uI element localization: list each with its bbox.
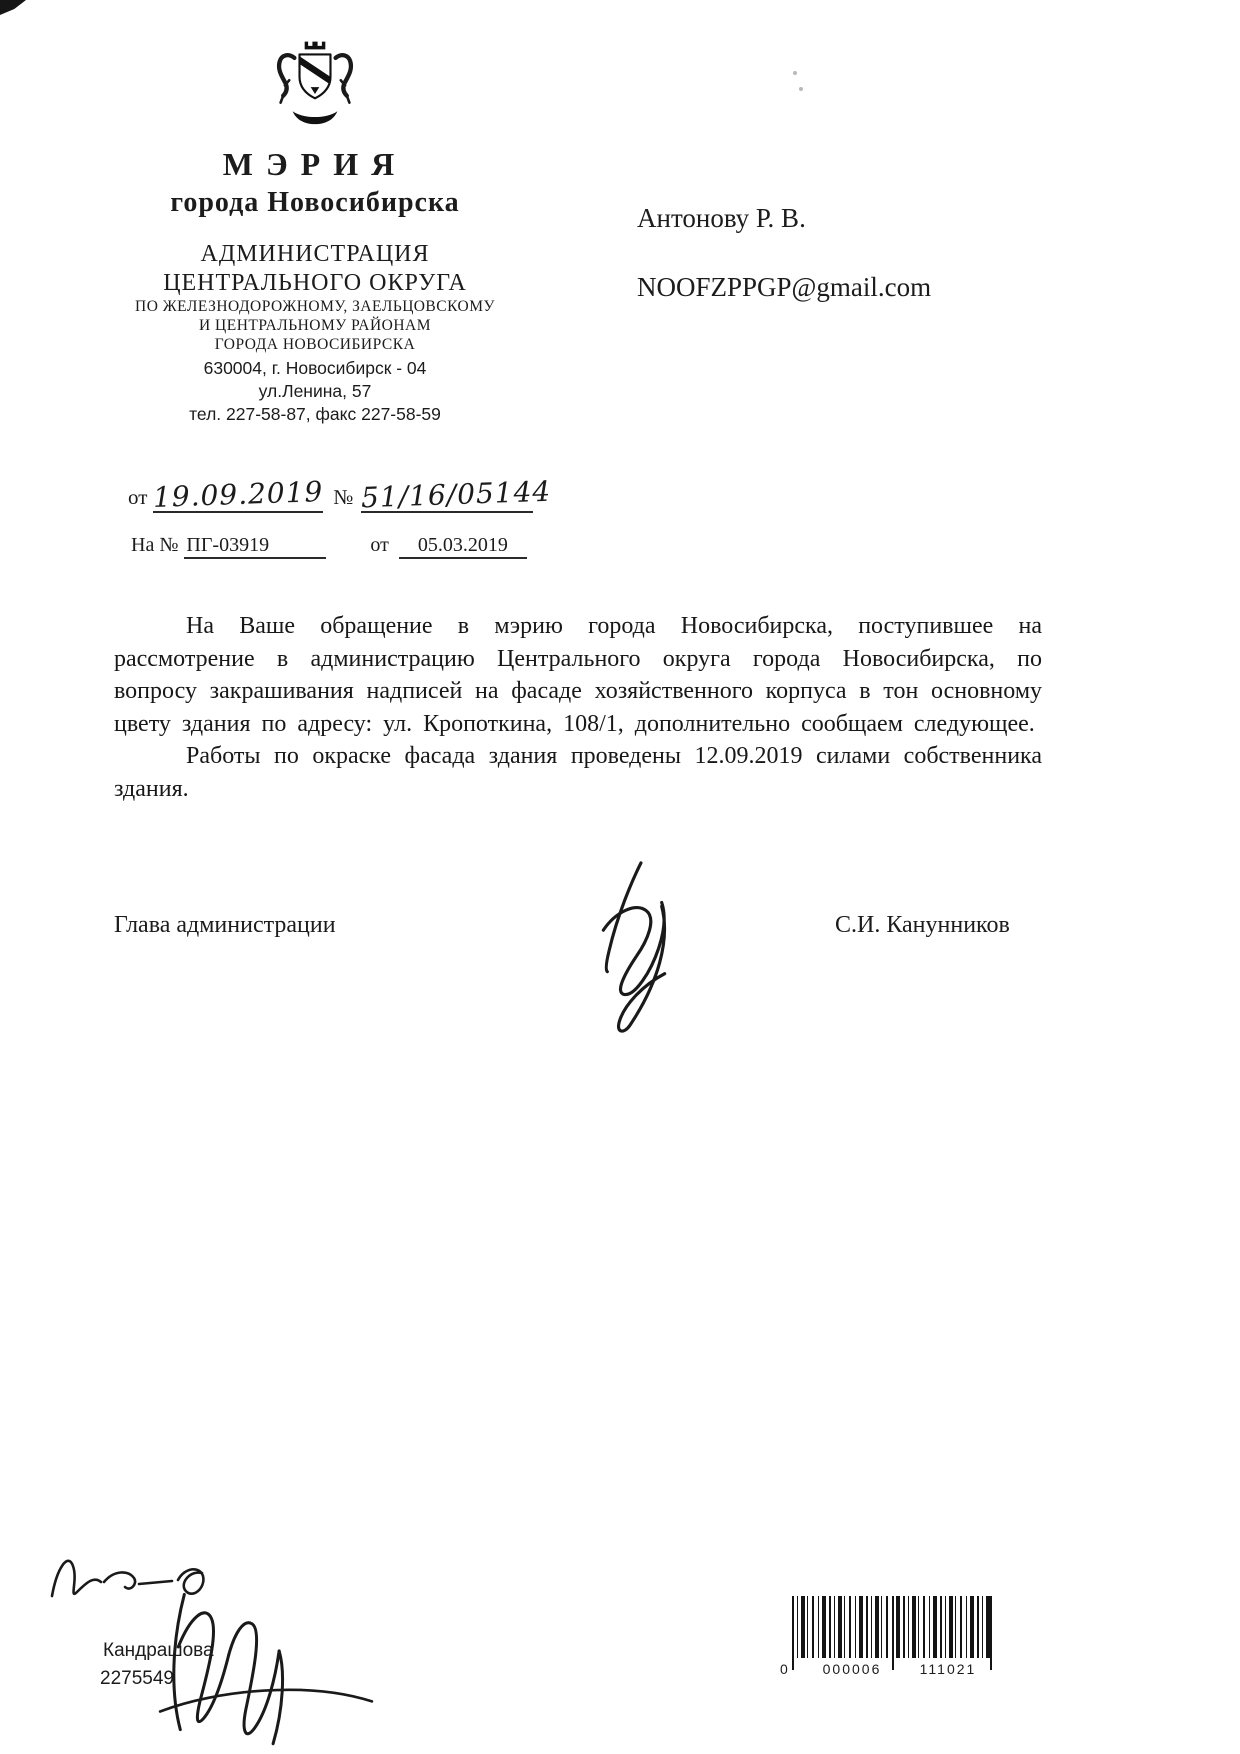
sender-org-line1: МЭРИЯ (222, 146, 408, 182)
outgoing-number-handwritten: 51/16/05144 (360, 474, 553, 515)
sender-districts-line1: ПО ЖЕЛЕЗНОДОРОЖНОМУ, ЗАЕЛЬЦОВСКОМУ (135, 298, 495, 315)
scan-corner-artifact (0, 0, 26, 15)
sender-street-address: ул.Ленина, 57 (258, 381, 372, 401)
barcode-guard-right (990, 1596, 992, 1670)
executor-name: Кандрашова (103, 1640, 214, 1661)
sender-districts-line3: ГОРОДА НОВОСИБИРСКА (214, 336, 416, 353)
reply-date-label: от (370, 534, 389, 556)
reply-number-symbol: № (159, 534, 179, 556)
outgoing-date-label: от (128, 485, 148, 509)
scan-speck (793, 71, 797, 75)
sender-phone-fax: тел. 227-58-87, факс 227-58-59 (189, 404, 441, 424)
head-signature (546, 855, 724, 1033)
letter-body (114, 610, 1042, 806)
barcode-guard-middle (892, 1596, 894, 1670)
signer-name: С.И. Канунников (835, 912, 1010, 938)
recipient-name: Антонову Р. В. (637, 203, 806, 233)
reply-date-value: 05.03.2019 (399, 534, 527, 559)
recipient-email: NOOFZPPGP@gmail.com (637, 272, 932, 302)
signer-title: Глава администрации (114, 912, 336, 938)
novosibirsk-coat-of-arms-icon (272, 34, 358, 130)
outgoing-date-handwritten: 19.09.2019 (152, 475, 325, 514)
barcode-digit-prefix: 0 (780, 1661, 790, 1677)
executor-phone: 2275549 (100, 1668, 174, 1689)
outgoing-number-symbol: № (333, 485, 354, 509)
sender-dept-line2: ЦЕНТРАЛЬНОГО ОКРУГА (163, 270, 467, 296)
barcode (780, 1596, 996, 1677)
barcode-digit-group2: 111021 (919, 1661, 977, 1677)
scan-speck (799, 87, 803, 91)
barcode-guard-left (792, 1596, 794, 1670)
incoming-reference-row (131, 534, 561, 559)
reply-number-value: ПГ-03919 (184, 534, 326, 559)
sender-org-line2: города Новосибирска (170, 187, 460, 218)
reply-to-label: На (131, 534, 155, 556)
body-paragraph-2: Работы по окраске фасада здания проведены 12.09.2019 силами собственника здания. (114, 743, 1042, 802)
barcode-bars (792, 1596, 992, 1658)
sender-header (100, 34, 530, 425)
body-paragraph-1: На Ваше обращение в мэрию города Новосибирска, поступившее на рассмотрение в администрацию Центрального округа города Новосибирска, по вопросу закрашивания надписей на фасаде хозяйственного корпуса в тон основному цвету здания по адресу: ул. Кропоткина, 108/1, дополнительно сообщаем следующее. (114, 613, 1042, 737)
barcode-digit-group1: 000006 (822, 1661, 882, 1677)
sender-dept-line1: АДМИНИСТРАЦИЯ (200, 241, 430, 267)
outgoing-reference-row (128, 474, 568, 515)
sender-districts-line2: И ЦЕНТРАЛЬНОМУ РАЙОНАМ (198, 317, 432, 334)
sender-postal-address: 630004, г. Новосибирск - 04 (203, 358, 427, 378)
